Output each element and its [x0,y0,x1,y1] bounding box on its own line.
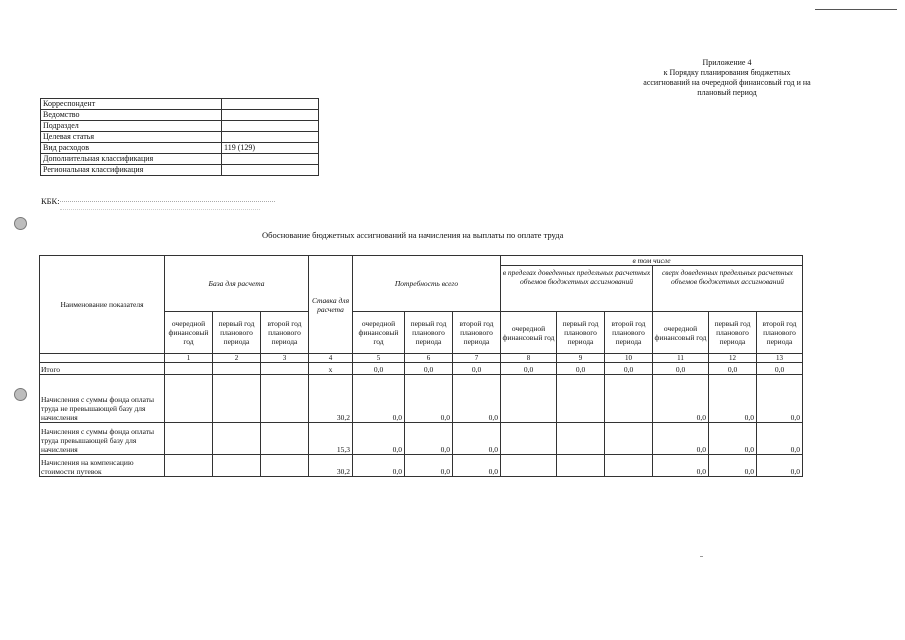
header-year2: первый год планового периода [557,312,605,354]
punch-hole-icon [14,217,27,230]
cell[interactable] [213,363,261,375]
cell[interactable] [213,375,261,423]
appendix-line: к Порядку планирования бюджетных [663,68,791,77]
header-need: Потребность всего [353,256,501,312]
info-value[interactable] [222,121,319,132]
cell-value[interactable]: 0,0 [453,455,501,477]
cell-value[interactable]: 0,0 [557,363,605,375]
row-name: Начисления на компенсацию стоимости путевок [40,455,165,477]
cell[interactable] [213,455,261,477]
cell-rate[interactable]: х [309,363,353,375]
cell-value[interactable]: 0,0 [709,375,757,423]
cell-value[interactable] [605,375,653,423]
cell-value[interactable]: 0,0 [605,363,653,375]
cell-value[interactable]: 0,0 [653,363,709,375]
cell[interactable] [213,423,261,455]
header-year1: очередной финансовый год [165,312,213,354]
cell-rate[interactable]: 15,3 [309,423,353,455]
cell-value[interactable]: 0,0 [501,363,557,375]
cell-value[interactable]: 0,0 [353,363,405,375]
row-name: Начисления с суммы фонда оплаты труда не превышающей базу для начисления [40,375,165,423]
cell-value[interactable]: 0,0 [405,423,453,455]
kbk-label: КБК: [41,196,60,206]
punch-hole-icon [14,388,27,401]
row-name: Начисления с суммы фонда оплаты труда превышающей базу для начисления [40,423,165,455]
column-number: 3 [261,354,309,363]
header-above: сверх доведенных предельных расчетных объемов бюджетных ассигнований [653,266,803,312]
cell-value[interactable] [557,423,605,455]
cell[interactable] [165,423,213,455]
cell-value[interactable]: 0,0 [453,423,501,455]
cell-value[interactable]: 0,0 [709,423,757,455]
info-label: Целевая статья [41,132,222,143]
appendix-note [612,58,842,98]
column-number-row [40,354,803,363]
cell-value[interactable]: 0,0 [709,455,757,477]
header-year3: второй год планового периода [757,312,803,354]
cell-value[interactable]: 0,0 [653,375,709,423]
header-year3: второй год планового периода [453,312,501,354]
header-including: в том числе [501,256,803,266]
table-row [40,455,803,477]
cell[interactable] [261,455,309,477]
info-label: Вид расходов [41,143,222,154]
column-number: 10 [605,354,653,363]
cell[interactable] [165,363,213,375]
cell-value[interactable]: 0,0 [653,423,709,455]
info-value[interactable] [222,154,319,165]
cell-value[interactable]: 0,0 [405,455,453,477]
header-year2: первый год планового периода [405,312,453,354]
info-value[interactable] [222,165,319,176]
cell-value[interactable] [501,455,557,477]
kbk-dotted-line [60,201,275,202]
cell-value[interactable]: 0,0 [353,423,405,455]
document-title: Обоснование бюджетных ассигнований на начисления на выплаты по оплате труда [262,230,564,240]
column-number: 9 [557,354,605,363]
cell-value[interactable] [605,455,653,477]
header-base: База для расчета [165,256,309,312]
allocation-table [39,255,803,477]
cell-value[interactable] [557,455,605,477]
cell-value[interactable]: 0,0 [709,363,757,375]
info-value[interactable] [222,132,319,143]
column-number: 5 [353,354,405,363]
column-number [40,354,165,363]
cell-value[interactable]: 0,0 [405,363,453,375]
cell-value[interactable]: 0,0 [757,375,803,423]
cell-value[interactable]: 0,0 [757,455,803,477]
cell-value[interactable] [501,423,557,455]
cell-value[interactable] [605,423,653,455]
cell-value[interactable]: 0,0 [405,375,453,423]
column-number: 12 [709,354,757,363]
info-row [41,132,319,143]
column-number: 11 [653,354,709,363]
info-value[interactable] [222,110,319,121]
info-label: Подраздел [41,121,222,132]
header-name: Наименование показателя [40,256,165,354]
table-row [40,423,803,455]
table-row-total [40,363,803,375]
cell[interactable] [165,455,213,477]
top-rule [815,9,897,10]
header-year1: очередной финансовый год [501,312,557,354]
cell[interactable] [261,363,309,375]
header-year1: очередной финансовый год [653,312,709,354]
header-year2: первый год планового периода [213,312,261,354]
cell-value[interactable]: 0,0 [757,423,803,455]
header-within: в пределах доведенных предельных расчетных объемов бюджетных ассигнований [501,266,653,312]
info-value[interactable] [222,99,319,110]
info-label: Дополнительная классификация [41,154,222,165]
header-year2: первый год планового периода [709,312,757,354]
cell-value[interactable]: 0,0 [453,375,501,423]
column-number: 7 [453,354,501,363]
table-row [40,375,803,423]
column-number: 6 [405,354,453,363]
cell[interactable] [165,375,213,423]
header-year3: второй год планового периода [261,312,309,354]
column-number: 1 [165,354,213,363]
info-label: Корреспондент [41,99,222,110]
info-row [41,165,319,176]
info-label: Региональная классификация [41,165,222,176]
row-name: Итого [40,363,165,375]
header-year1: очередной финансовый год [353,312,405,354]
scan-speck [700,556,703,557]
appendix-line: Приложение 4 [702,58,752,67]
appendix-line: ассигнований на очередной финансовый год и на [643,78,811,87]
cell-value[interactable]: 0,0 [353,375,405,423]
cell-value[interactable]: 0,0 [353,455,405,477]
info-row [41,121,319,132]
cell[interactable] [261,423,309,455]
cell-value[interactable]: 0,0 [653,455,709,477]
info-value[interactable]: 119 (129) [222,143,319,154]
info-row [41,110,319,121]
info-label: Ведомство [41,110,222,121]
info-row [41,99,319,110]
cell-value[interactable]: 0,0 [757,363,803,375]
cell-value[interactable] [501,375,557,423]
cell-value[interactable] [557,375,605,423]
header-rate: Ставка для расчета [309,256,353,354]
cell-value[interactable]: 0,0 [453,363,501,375]
column-number: 4 [309,354,353,363]
appendix-line: плановый период [697,88,757,97]
cell-rate[interactable]: 30,2 [309,455,353,477]
classification-table [40,98,319,176]
cell-rate[interactable]: 30,2 [309,375,353,423]
cell[interactable] [261,375,309,423]
info-row [41,143,319,154]
column-number: 2 [213,354,261,363]
column-number: 8 [501,354,557,363]
kbk-dotted-line [60,209,260,210]
header-year3: второй год планового периода [605,312,653,354]
info-row [41,154,319,165]
column-number: 13 [757,354,803,363]
